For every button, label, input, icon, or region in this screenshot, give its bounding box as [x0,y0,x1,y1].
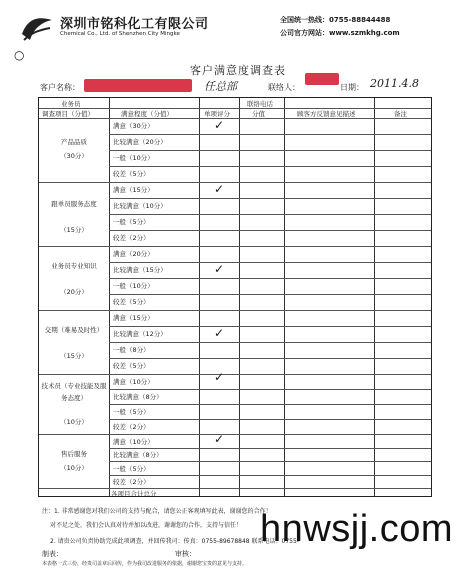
watermark: hnwsjj.com [260,508,453,550]
option: 比较满意（10分） [113,202,167,210]
date-value: 2011.4.8 [370,77,419,90]
bullet-icon: ○ [14,48,25,62]
note-1: 注：1. 非常感谢您对我们公司的支持与配合，请您公正客观填写此表，谢谢您的合作！ [42,508,272,515]
option: 一般（5分） [113,408,150,416]
section-points: （30分） [60,152,88,160]
salesperson-head: 业务员 [61,100,81,108]
section-name: 产品品质 [61,138,87,146]
option: 满意（10分） [113,378,154,386]
section-name: 技术员（专业技能及服务态度） [41,382,107,402]
check-mark: ✓ [214,182,225,196]
contact-phone-head: 联络电话 [247,100,273,108]
option: 较差（5分） [113,362,150,370]
company-name-en: Chemical Co., Ltd. of Shenzhen City Mingke [60,31,180,37]
option: 比较满意（20分） [113,138,167,146]
option: 一般（10分） [113,282,154,290]
opinion-head: 顾客方反馈意见描述 [297,110,356,118]
customer-label: 客户名称： [40,83,80,92]
single-score-head: 单项评分 [204,110,230,118]
bottom-note: 本表格一式三份，经贵司盖章后回传，作为我司改进服务的依据，谢谢您宝贵的意见与支持。 [42,561,248,567]
company-name-cn: 深圳市铭科化工有限公司 [60,17,209,32]
section-points: （20分） [60,288,88,296]
sign-left: 制表： [42,550,63,558]
item-head: 调查项目（分值） [42,110,94,118]
option: 比较满意（8分） [113,451,163,459]
score-head: 分值 [252,110,265,118]
contact-label: 联络人： [268,83,300,92]
option: 较差（2分） [113,478,150,486]
remark-head: 备注 [394,110,407,118]
option: 满意（30分） [113,122,154,130]
section-points: （15分） [60,226,88,234]
option: 一般（5分） [113,218,150,226]
check-mark: ✓ [214,262,225,276]
sign-right: 审核： [175,550,196,558]
section-name: 售后服务 [61,450,87,458]
option: 满意（10分） [113,438,154,446]
option: 一般（10分） [113,154,154,162]
website: 公司官方网站：www.szmkhg.com [280,29,400,37]
check-mark: ✓ [214,370,225,384]
total-label: 各项目合计总分 [111,490,157,498]
option: 比较满意（12分） [113,330,167,338]
option: 满意（15分） [113,186,154,194]
option: 较差（2分） [113,234,150,242]
option: 比较满意（15分） [113,266,167,274]
redaction-customer [84,79,192,92]
check-mark: ✓ [214,432,225,446]
customer-name-handwriting: 任总部 [204,80,237,93]
check-mark: ✓ [214,118,225,132]
note-1b: 对不足之处，我们会认真对待并加以改进，谢谢您的合作，支持与信任！ [50,522,243,529]
company-logo-icon [20,14,54,44]
option: 满意（15分） [113,314,154,322]
option: 较差（5分） [113,170,150,178]
note-2: 2. 请贵公司负责协助完成此项调查，并回传我司：传真：0755-89678848 联系电话：0755- [50,538,299,545]
section-name: 交期（难易及时性） [44,326,104,334]
level-head: 满意程度（分值） [121,110,173,118]
section-name: 业务员专业知识 [51,262,97,270]
option: 比较满意（8分） [113,393,163,401]
section-points: （10分） [60,464,88,472]
survey-table [38,97,432,497]
form-title: 客户满意度调查表 [190,64,286,77]
option: 一般（8分） [113,346,150,354]
check-mark: ✓ [214,326,225,340]
date-label: 日期： [340,83,364,92]
option: 一般（5分） [113,465,150,473]
option: 较差（5分） [113,298,150,306]
option: 较差（2分） [113,423,150,431]
section-name: 跟单员服务态度 [51,200,97,208]
section-points: （15分） [60,352,88,360]
hotline: 全国统一热线：0755-88844488 [280,16,391,24]
section-points: （10分） [60,418,88,426]
option: 满意（20分） [113,250,154,258]
redaction-contact [305,73,339,85]
